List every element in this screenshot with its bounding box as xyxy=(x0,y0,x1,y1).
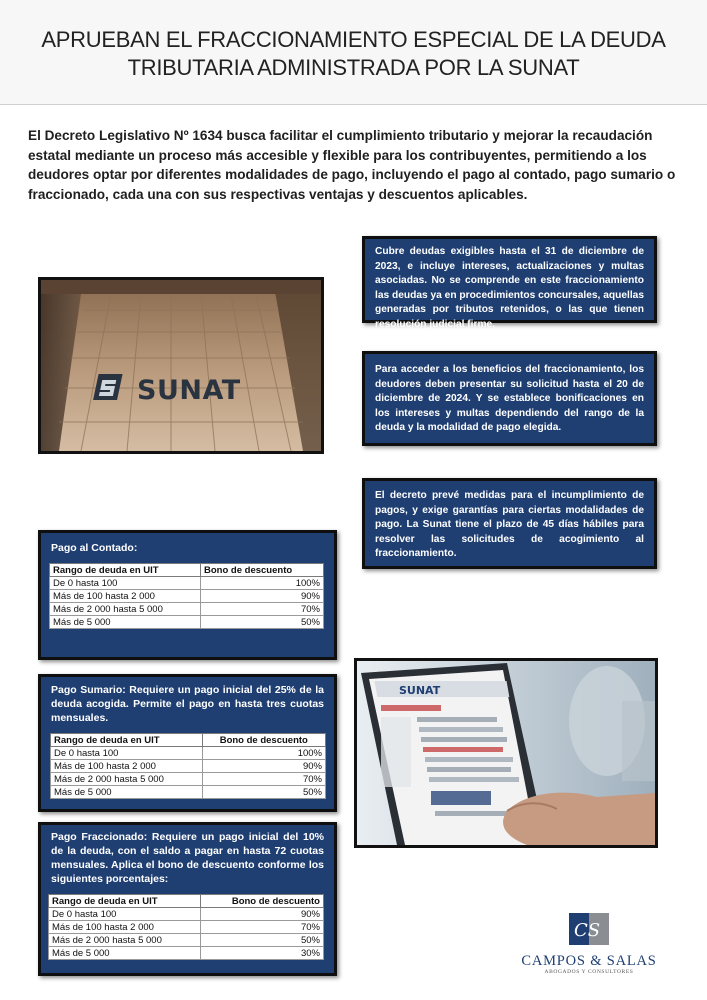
table-row: Más de 2 000 hasta 5 000 70% xyxy=(51,773,326,786)
intro-paragraph: El Decreto Legislativo Nº 1634 busca facilitar el cumplimiento tributario y mejorar la recaudación estatal mediante un proceso más accesible y flexible para los contribuyentes, permitiendo a los deudores optar por diferentes modalidades de pago, incluyendo el pago al contado, pago sumario o fraccionado, cada una con sus respectivas ventajas y descuentos aplicables. xyxy=(28,128,676,202)
range-header: Rango de deuda en UIT xyxy=(50,564,201,577)
plan-sumario-title: Pago Sumario: Requiere un pago inicial del 25% de la deuda acogida. Permite el pago en hasta tres cuotas mensuales. xyxy=(51,684,324,724)
title-line-1: APRUEBAN EL FRACCIONAMIENTO ESPECIAL DE LA DEUDA xyxy=(41,27,666,52)
range-header: Rango de deuda en UIT xyxy=(49,895,201,908)
table-row: Más de 5 000 50% xyxy=(51,786,326,799)
plan-fraccionado-table xyxy=(48,894,324,960)
table-row: Más de 5 000 30% xyxy=(49,947,324,960)
title-line-2: TRIBUTARIA ADMINISTRADA POR LA SUNAT xyxy=(127,55,580,80)
cs-monogram-icon xyxy=(516,912,662,948)
plan-contado-table xyxy=(49,563,324,629)
tablet-photo xyxy=(354,658,658,848)
sunat-building-photo xyxy=(38,277,324,454)
coverage-note: Cubre deudas exigibles hasta el 31 de diciembre de 2023, e incluye intereses, actualizaciones y multas asociadas. No se comprende en este fraccionamiento las deudas ya en procedimientos concursales, aquellas generadas por tributos retenidos, o las que tienen resolución judicial firme. xyxy=(362,236,657,323)
table-row: De 0 hasta 100 100% xyxy=(51,747,326,760)
tablet-brand: SUNAT xyxy=(399,684,441,697)
logo-name: CAMPOS & SALAS xyxy=(521,953,657,969)
building-illustration xyxy=(41,280,321,451)
page-title xyxy=(0,26,707,82)
table-row: Más de 2 000 hasta 5 000 50% xyxy=(49,934,324,947)
range-header: Rango de deuda en UIT xyxy=(51,734,203,747)
header-band xyxy=(0,0,707,105)
table-header-row xyxy=(51,734,326,747)
building-sign: SUNAT xyxy=(137,375,241,406)
svg-text:CS: CS xyxy=(574,920,601,941)
table-row: Más de 100 hasta 2 000 70% xyxy=(49,921,324,934)
table-header-row xyxy=(50,564,324,577)
table-row: Más de 2 000 hasta 5 000 70% xyxy=(50,603,324,616)
table-row: De 0 hasta 100 100% xyxy=(50,577,324,590)
plan-fraccionado-title: Pago Fraccionado: Requiere un pago inicial del 10% de la deuda, con el saldo a pagar en hasta 72 cuotas mensuales. Aplica el bono de descuento conforme los siguientes porcentajes: xyxy=(51,831,324,885)
table-row: De 0 hasta 100 90% xyxy=(49,908,324,921)
table-row: Más de 5 000 50% xyxy=(50,616,324,629)
plan-contado-title: Pago al Contado: xyxy=(51,542,138,554)
bonus-header: Bono de descuento xyxy=(202,734,325,747)
campos-salas-logo xyxy=(516,912,662,975)
bonus-header: Bono de descuento xyxy=(201,564,324,577)
table-row: Más de 100 hasta 2 000 90% xyxy=(50,590,324,603)
deadline-note: Para acceder a los beneficios del fraccionamiento, los deudores deben presentar su solicitud hasta el 20 de diciembre de 2024. Y se establece bonificaciones en los intereses y multas dependiendo del rango de la deuda y la modalidad de pago elegida. xyxy=(362,351,657,446)
table-row: Más de 100 hasta 2 000 90% xyxy=(51,760,326,773)
compliance-note: El decreto prevé medidas para el incumplimiento de pagos, y exige garantías para ciertas modalidades de pago. La Sunat tiene el plazo de 45 días hábiles para resolver las solicitudes de acogimiento al fraccionamiento. xyxy=(362,478,657,569)
tablet-illustration xyxy=(357,661,655,845)
logo-tagline: ABOGADOS Y CONSULTORES xyxy=(544,969,634,975)
table-header-row xyxy=(49,895,324,908)
plan-sumario-table xyxy=(50,733,326,799)
bonus-header: Bono de descuento xyxy=(200,895,323,908)
